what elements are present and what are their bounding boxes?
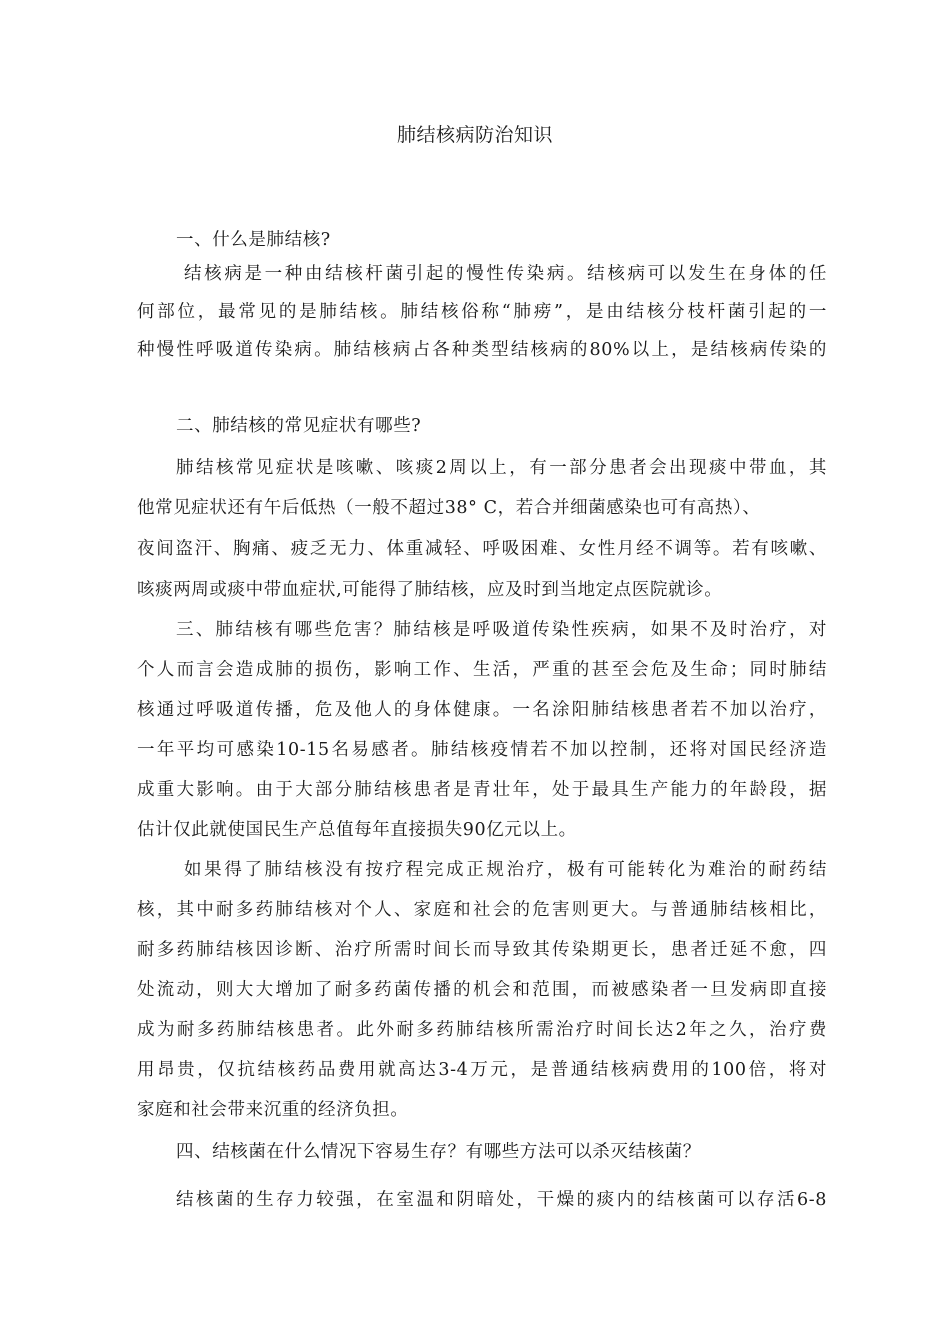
paragraph-line: 个人而言会造成肺的损伤，影响工作、生活，严重的甚至会危及生命；同时肺结 xyxy=(137,660,827,680)
paragraph-line: 核通过呼吸道传播，危及他人的身体健康。一名涂阳肺结核患者若不加以治疗， xyxy=(137,700,827,720)
paragraph-line: 结核病是一种由结核杆菌引起的慢性传染病。结核病可以发生在身体的任 xyxy=(184,264,827,284)
paragraph-line: 何部位，最常见的是肺结核。肺结核俗称“肺痨”，是由结核分枝杆菌引起的一 xyxy=(137,302,827,322)
section-heading-2: 二、肺结核的常见症状有哪些? xyxy=(176,416,422,436)
paragraph-line: 如果得了肺结核没有按疗程完成正规治疗，极有可能转化为难治的耐药结 xyxy=(184,860,827,880)
paragraph-line: 耐多药肺结核因诊断、治疗所需时间长而导致其传染期更长，患者迁延不愈，四 xyxy=(137,940,827,960)
paragraph-line: 夜间盗汗、胸痛、疲乏无力、体重减轻、呼吸困难、女性月经不调等。若有咳嗽、 xyxy=(137,539,827,559)
paragraph-line: 肺结核常见症状是咳嗽、咳痰2周以上，有一部分患者会出现痰中带血，其 xyxy=(176,458,827,478)
page-title: 肺结核病防治知识 xyxy=(396,124,553,146)
paragraph-line: 种慢性呼吸道传染病。肺结核病占各种类型结核病的80%以上，是结核病传染的 xyxy=(137,340,827,360)
paragraph-line: 咳痰两周或痰中带血症状,可能得了肺结核，应及时到当地定点医院就诊。 xyxy=(137,580,723,600)
paragraph-line: 他常见症状还有午后低热（一般不超过38° C，若合并细菌感染也可有高热）、 xyxy=(137,498,761,518)
section-heading-1: 一、什么是肺结核? xyxy=(176,230,331,250)
paragraph-line: 结核菌的生存力较强，在室温和阴暗处，干燥的痰内的结核菌可以存活6-8 xyxy=(176,1190,827,1210)
paragraph-line: 成为耐多药肺结核患者。此外耐多药肺结核所需治疗时间长达2年之久，治疗费 xyxy=(137,1020,827,1040)
paragraph-line: 成重大影响。由于大部分肺结核患者是青壮年，处于最具生产能力的年龄段，据 xyxy=(137,780,827,800)
paragraph-line: 用昂贵，仅抗结核药品费用就高达3-4万元，是普通结核病费用的100倍，将对 xyxy=(137,1060,827,1080)
paragraph-line: 三、肺结核有哪些危害？肺结核是呼吸道传染性疾病，如果不及时治疗，对 xyxy=(176,620,827,640)
paragraph-line: 家庭和社会带来沉重的经济负担。 xyxy=(137,1100,409,1120)
paragraph-line: 核，其中耐多药肺结核对个人、家庭和社会的危害则更大。与普通肺结核相比， xyxy=(137,900,827,920)
paragraph-line: 一年平均可感染10-15名易感者。肺结核疫情若不加以控制，还将对国民经济造 xyxy=(137,740,827,760)
section-heading-4: 四、结核菌在什么情况下容易生存？有哪些方法可以杀灭结核菌？ xyxy=(176,1142,701,1162)
paragraph-line: 估计仅此就使国民生产总值每年直接损失90亿元以上。 xyxy=(137,820,577,840)
paragraph-line: 处流动，则大大增加了耐多药菌传播的机会和范围，而被感染者一旦发病即直接 xyxy=(137,980,827,1000)
